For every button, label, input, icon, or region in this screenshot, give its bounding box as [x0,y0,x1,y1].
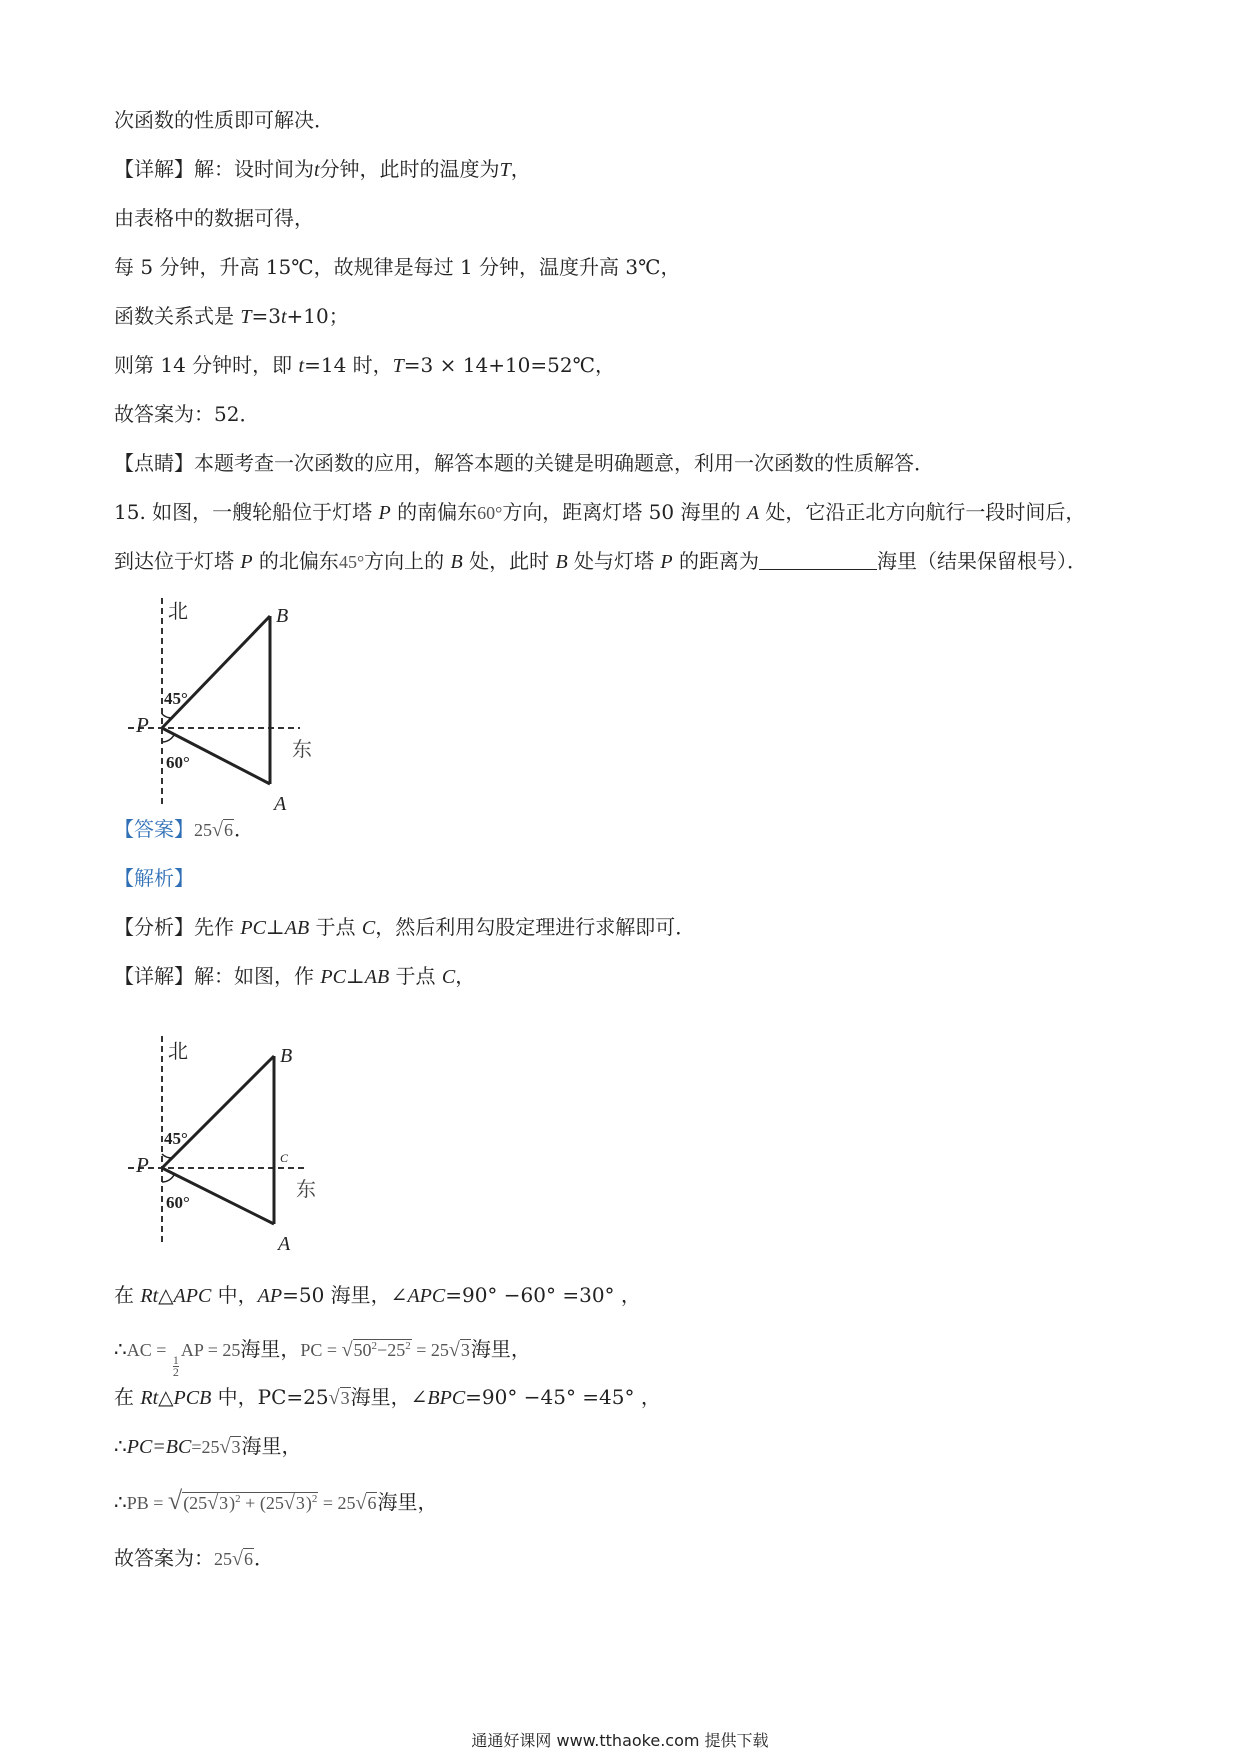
math: AC = [126,1340,171,1360]
angle-arc-top [162,1154,172,1158]
text-line [114,106,334,134]
text: ，然后利用勾股定理进行求解即可． [375,915,696,939]
angle-arc-bottom [162,1175,174,1182]
var: C [361,917,376,939]
math: 25 [214,1549,232,1569]
text: 处，此时 [462,549,556,573]
point-a-label: A [278,1233,291,1252]
text: 15. 如图，一艘轮船位于灯塔 [114,500,379,524]
text: ⊥ [345,964,365,988]
math: =25 [191,1437,220,1457]
var: B [555,551,568,573]
angle-60-label: 60° [166,1193,190,1212]
text: ∴ [114,1434,127,1458]
solution-line-3 [114,1383,661,1412]
text: ⊥ [265,915,285,939]
text: 中， [211,1283,258,1307]
diagram-lighthouse-2 [120,1030,340,1252]
angle-arc-bottom [162,735,174,742]
math: AP = 25 [180,1340,241,1360]
math: = 25 [318,1493,356,1513]
var: B [450,551,463,573]
segment-pb [162,616,270,728]
text-line [114,155,531,184]
text: +10； [286,304,349,328]
var: P [378,502,391,524]
text: ， [455,964,476,988]
var: AP [257,1285,283,1307]
text: 海里， [240,1337,301,1361]
var: AB [284,917,310,939]
math: PB = [126,1493,168,1513]
var: T [240,306,252,328]
diagram-lighthouse-1 [120,592,340,814]
question-15-line-1 [114,498,1085,527]
answer-value: 25 [194,820,212,840]
var: PC [240,917,266,939]
answer-blank[interactable] [759,549,877,570]
var: t [314,159,320,181]
text: 于点 [309,915,362,939]
text: 海里， [241,1434,302,1458]
point-p-label: P [136,713,149,737]
text: 到达位于灯塔 [114,549,241,573]
detail-line [114,962,475,991]
text: 则第 14 分钟时，即 [114,353,299,377]
text-line [114,204,314,232]
angle-60-label: 60° [166,753,190,772]
east-label: 东 [292,737,312,761]
text: △ [158,1385,174,1409]
angle-45-label: 45° [164,689,188,708]
text: 每 5 分钟，升高 15℃，故规律是每过 1 分钟，温度升高 3℃， [114,255,681,279]
text: =3 [251,304,281,328]
var: Rt [140,1387,159,1409]
text-line [114,400,259,428]
text: 中，PC=25 [211,1385,329,1409]
north-label: 北 [168,1039,188,1063]
math: = 25 [411,1340,449,1360]
text: 【解析】 [114,866,194,890]
text: 在 [114,1385,141,1409]
north-label: 北 [168,599,188,623]
text: 【详解】解：如图，作 [114,964,321,988]
sqrt: √6 [232,1548,253,1570]
text: 处与灯塔 [567,549,661,573]
var: BPC [427,1387,466,1409]
angle: 60° [477,503,503,523]
var: A [746,502,760,524]
solution-line-2 [114,1332,531,1378]
sqrt: √6 [212,819,233,841]
text: ∴ [114,1337,127,1361]
text-line [114,449,934,477]
text-line [114,351,615,380]
text-line [114,253,681,281]
radicand: 6 [223,820,233,840]
var: T [499,159,511,181]
text: 在 [114,1283,141,1307]
footer: 通通好课网 www.tthaoke.com 提供下载 [471,1731,769,1750]
segment-pb [162,1056,274,1168]
sqrt: √3 [328,1387,350,1409]
var: APC [173,1285,212,1307]
answer-label: 【答案】 [114,817,194,841]
question-15-line-2 [114,547,1087,576]
text: 【详解】解：设时间为 [114,157,314,181]
var: APC [407,1285,446,1307]
var: PC=BC [126,1436,192,1458]
var: t [298,355,305,377]
solution-line-5 [114,1485,437,1517]
text: 海里， [470,1337,531,1361]
text: 的北偏东 [252,549,339,573]
analysis-line [114,913,695,942]
text: 于点 [389,964,442,988]
angle-arc-top [162,714,172,718]
text: 方向，距离灯塔 50 海里的 [502,500,747,524]
text: ∴ [114,1490,127,1514]
var: C [441,966,456,988]
text: 分钟，此时的温度为 [319,157,500,181]
var: t [280,306,287,328]
sqrt: √3 [448,1339,470,1361]
var: Rt [140,1285,159,1307]
text: 处，它沿正北方向航行一段时间后， [759,500,1086,524]
text: △ [158,1283,174,1307]
text: 由表格中的数据可得， [114,206,314,230]
var: P [660,551,673,573]
sqrt: √3 [219,1436,241,1458]
text: 故答案为：52． [114,402,260,426]
point-c-label: C [280,1151,289,1165]
text: 海里，∠ [350,1385,428,1409]
text: 海里， [377,1490,438,1514]
sqrt: √6 [355,1492,377,1514]
text: 次函数的性质即可解决． [114,108,334,132]
east-label: 东 [296,1177,316,1201]
text: 【分析】先作 [114,915,241,939]
math: PC = [300,1340,342,1360]
point-b-label: B [276,605,289,627]
angle: 45° [338,552,365,572]
text: 方向上的 [364,549,451,573]
var: AB [364,966,390,988]
text: 的距离为 [672,549,759,573]
solution-line-1 [114,1281,641,1310]
var: PC [320,966,346,988]
angle-45-label: 45° [164,1129,188,1148]
text: ， [510,157,531,181]
var: T [392,355,404,377]
point-b-label: B [280,1045,293,1067]
sqrt: $√(25√3)^2 + (25√3)^2$ [167,1486,318,1515]
point-p-label: P [136,1153,149,1177]
var: P [240,551,253,573]
text: =3 × 14+10=52℃， [403,353,615,377]
fraction: $\frac{1}{2}$ [172,1353,179,1379]
text: 【点睛】本题考查一次函数的应用，解答本题的关键是明确题意，利用一次函数的性质解答． [114,451,934,475]
text: =50 海里，∠ [282,1283,408,1307]
text: 海里（结果保留根号）． [876,549,1087,573]
text: =14 时， [304,353,393,377]
text: =90° −60° =30° ， [445,1283,641,1307]
point-a-label: A [274,793,287,814]
analysis-heading [114,864,194,892]
final-answer-line [114,1544,274,1573]
text: ． [253,1546,274,1570]
text-line [114,302,349,331]
text: 的南偏东 [390,500,478,524]
var: PCB [173,1387,212,1409]
solution-line-4 [114,1432,301,1461]
sqrt: $√50^2-25^2$ [341,1339,411,1361]
text: =90° −45° =45° ， [465,1385,661,1409]
text: 故答案为： [114,1546,214,1570]
answer-line: 【答案】25√6． [114,815,254,844]
text: 函数关系式是 [114,304,241,328]
